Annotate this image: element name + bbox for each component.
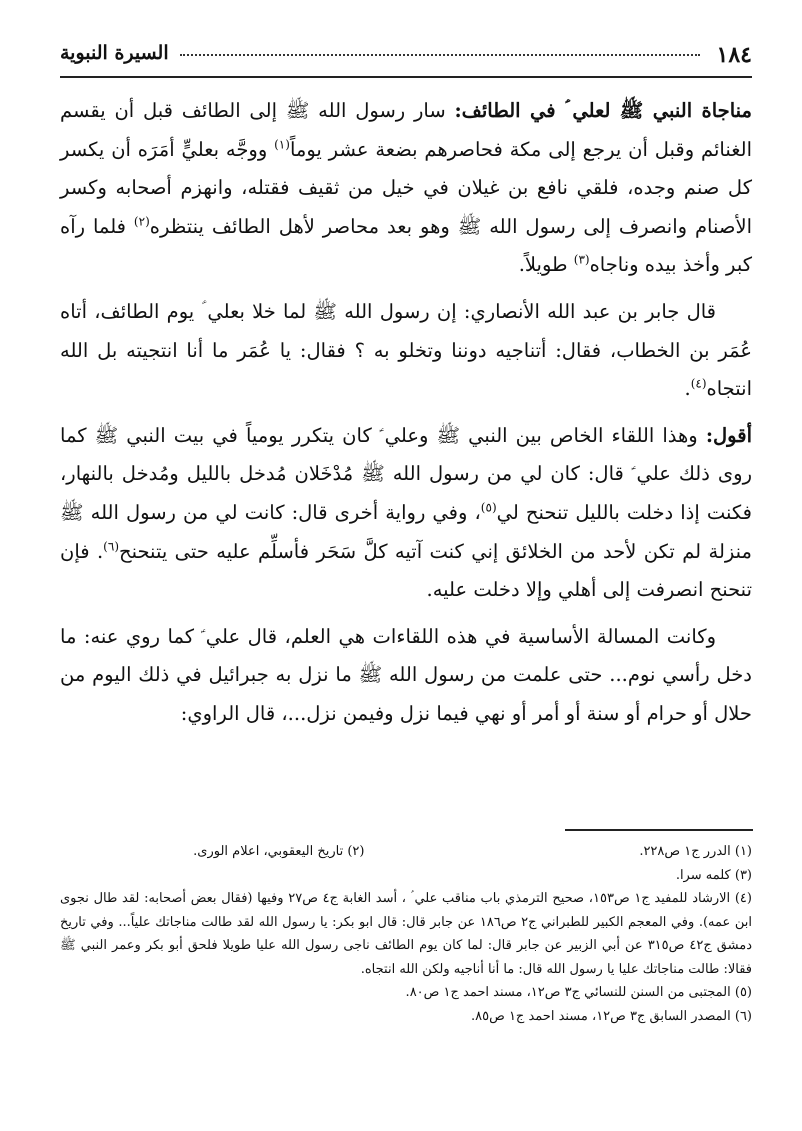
paragraph-text: وكانت المسالة الأساسية في هذه اللقاءات هي العلم، قال علي ؑ كما روي عنه: ما دخل رأسي نوم... حتى علمت من رسول الله ﷺ ما نزل به جبرائيل في ذلك اليوم من حلال أو حرام أو سنة أو أمر أو نهي فيما نزل وفيمن نزل...، قال الراوي: bbox=[60, 624, 752, 725]
footnote-3: (٣) كلمه سرا. bbox=[675, 867, 752, 883]
paragraph-text: سار رسول الله ﷺ إلى الطائف قبل أن يقسم الغنائم وقبل أن يرجع إلى مكة فحاصرهم بضعة عشر يوماً bbox=[60, 99, 752, 161]
paragraph-3 bbox=[60, 417, 752, 610]
paragraph-text: ووجَّه بعليٍّ أمَرَه أن يكسر كل صنم وجده، فلقي نافع بن غيلان في خيل من ثقيف فقتله، وانهزم أصحابه وكسر الأصنام وانصرف إلى رسول الله ﷺ وهو بعد محاصر لأهل الطائف ينتظره bbox=[60, 137, 752, 238]
footnote-ref: (٥) bbox=[480, 500, 497, 515]
paragraph-text: طويلاً. bbox=[518, 253, 574, 277]
footnote-ref: (٣) bbox=[573, 252, 590, 267]
footnote-2: (٢) تاريخ اليعقوبي، اعلام الورى. bbox=[193, 844, 365, 859]
paragraph-text: . bbox=[684, 377, 691, 401]
footnote-separator bbox=[565, 829, 753, 831]
paragraph-1 bbox=[60, 92, 752, 285]
paragraph-text: ، وفي رواية أخرى قال: كانت لي من رسول الله ﷺ منزلة لم تكن لأحد من الخلائق إني كنت آتيه كلَّ سَحَر فأسلِّم عليه حتى يتنحنح bbox=[60, 500, 752, 563]
footnote-ref: (٢) bbox=[133, 214, 150, 229]
footnote-5: (٥) المجتبى من السنن للنسائي ج٣ ص١٢، مسند احمد ج١ ص٨٠. bbox=[405, 985, 752, 1000]
footnotes bbox=[60, 840, 752, 1028]
paragraph-text: فلما رآه كبر وأخذ بيده وناجاه bbox=[60, 214, 752, 277]
running-title: السيرة النبوية bbox=[60, 42, 169, 64]
footnote-row bbox=[60, 840, 752, 864]
footnote-4: (٤) الارشاد للمفيد ج١ ص١٥٣، صحيح الترمذي باب مناقب علي ؑ ، أسد الغابة ج٤ ص٢٧ وفيها (فقال بعض أصحابه: لقد طال نجوى ابن عمه). وفي المعجم الكبير للطبراني ج٢ ص١٨٦ عن جابر قال: قال ابو بكر: يا رسول الله لقد طالت مناجاتك علياً... وفي تاريخ دمشق ج٤٢ ص٣١٥ عن أبي الزبير عن جابر قال: لما كان يوم الطائف ناجى رسول الله عليا طويلا فلحق أبو بكر وعمر النبي ﷺ فقالا: طالت مناجاتك عليا يا رسول الله قال: ما أنا أناجيه ولكن الله انتجاه. bbox=[60, 891, 753, 977]
footnote-ref: (٤) bbox=[690, 376, 707, 391]
page-number: ١٨٤ bbox=[716, 42, 752, 68]
footnote-6: (٦) المصدر السابق ج٣ ص١٢، مسند احمد ج١ ص٨٥. bbox=[470, 1008, 752, 1024]
paragraph-4 bbox=[60, 618, 752, 734]
header-dot-leader bbox=[180, 54, 700, 56]
paragraph-2 bbox=[60, 293, 752, 409]
footnote-ref: (١) bbox=[274, 137, 290, 152]
page-header bbox=[60, 42, 752, 78]
section-heading: مناجاة النبي ﷺ لعلي ؑ في الطائف: bbox=[454, 99, 752, 122]
body-text bbox=[60, 92, 752, 742]
paragraph-text: وهذا اللقاء الخاص بين النبي ﷺ وعلي ؑ كان يتكرر يومياً في بيت النبي ﷺ كما روى ذلك علي ؑ قال: كان لي من رسول الله ﷺ مُدْخَلان مُدخل بالليل ومُدخل بالنهار، فكنت إذا دخلت بالليل تنحنح لي bbox=[60, 423, 752, 524]
paragraph-lead: أقول: bbox=[705, 423, 752, 447]
paragraph-text: . فإن تنحنح انصرفت إلى أهلي وإلا دخلت عليه. bbox=[60, 539, 752, 602]
paragraph-text: قال جابر بن عبد الله الأنصاري: إن رسول الله ﷺ لما خلا بعلي ؑ يوم الطائف، أتاه عُمَر بن الخطاب، فقال: أتناجيه دوننا وتخلو به ؟ فقال: يا عُمَر ما أنا انتجيته بل الله انتجاه bbox=[60, 299, 752, 401]
footnote-ref: (٦) bbox=[103, 539, 119, 554]
footnote-1: (١) الدرر ج١ ص٢٢٨. bbox=[639, 844, 752, 859]
